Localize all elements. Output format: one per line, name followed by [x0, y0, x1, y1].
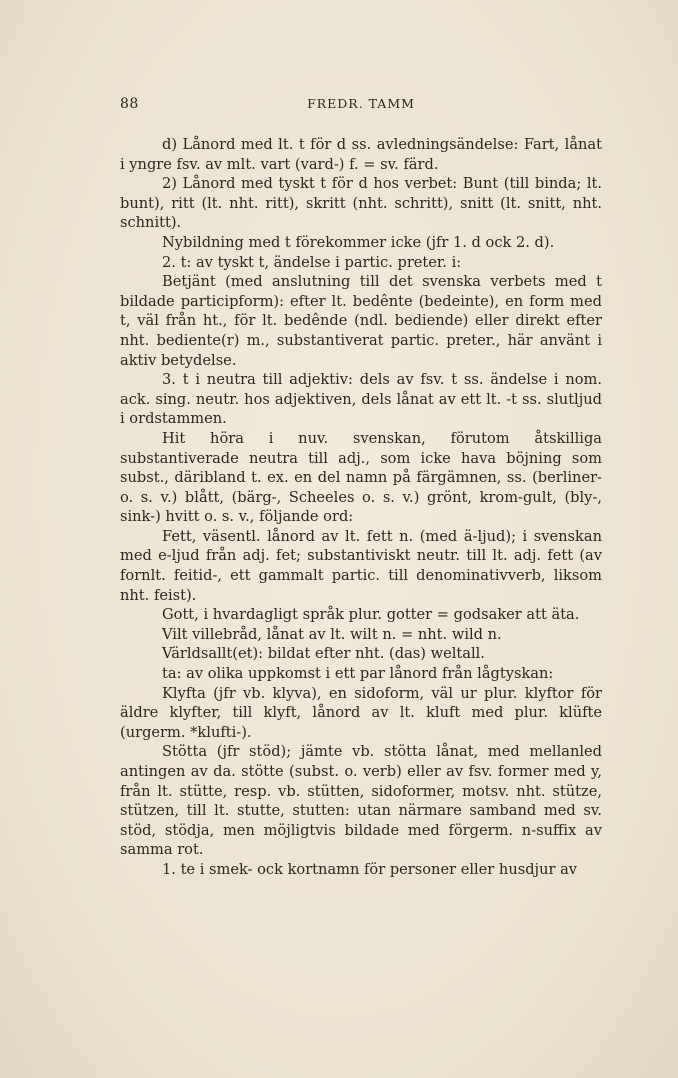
paragraph: 3. t i neutra till adjektiv: dels av fsv. t ss. ändelse i nom. ack. sing. neutr. hos adjektiven, dels lånat av ett lt. -t ss. slutljud i ordstammen. — [120, 371, 602, 428]
body-text — [120, 135, 602, 880]
paragraph: Klyfta (jfr vb. klyva), en sidoform, väl ur plur. klyftor för äldre klyfter, till klyft, lånord av lt. kluft med plur. klüfte (urgerm. *klufti-). — [120, 684, 602, 741]
paragraph: ta: av olika uppkomst i ett par lånord från lågtyskan: — [162, 665, 554, 683]
paragraph: Nybildning med t förekommer icke (jfr 1. d ock 2. d). — [162, 233, 555, 251]
paragraph: Gott, i hvardagligt språk plur. gotter = godsaker att äta. — [162, 606, 580, 624]
paragraph: Hit höra i nuv. svenskan, förutom åtskilliga substantiverade neutra till adj., som icke hava böjning som subst., däribland t. ex. en del namn på färgämnen, ss. (berliner- o. s. v.) blått, (bärg-, Scheeles o. s. v.) grönt, krom-gult, (bly-, sink-) hvitt o. s. v., följande ord: — [120, 429, 602, 526]
paragraph: 1. te i smek- ock kortnamn för personer eller husdjur av — [162, 860, 578, 878]
paragraph: Världsallt(et): bildat efter nht. (das) weltall. — [162, 645, 485, 663]
paragraph: Stötta (jfr stöd); jämte vb. stötta lånat, med mellanled antingen av da. stötte (subst. o. verb) eller av fsv. former med y, från lt. stütte, resp. vb. stütten, sidoformer, motsv. nht. stütze, stützen, till lt. stutte, stutten: utan närmare samband med sv. stöd, stödja, men möjligtvis bildade med förgerm. n-suffix av samma rot. — [120, 743, 602, 859]
paragraph: 2. t: av tyskt t, ändelse i partic. preter. i: — [162, 253, 462, 271]
paragraph: d) Lånord med lt. t för d ss. avledningsändelse: Fart, lånat i yngre fsv. av mlt. vart (vard-) f. = sv. färd. — [120, 136, 602, 173]
page-number: 88 — [120, 96, 139, 112]
paragraph: Fett, väsentl. lånord av lt. fett n. (med ä-ljud); i svenskan med e-ljud från adj. fet; substantiviskt neutr. till lt. adj. fett (av fornlt. feitid-, ett gammalt partic. till denominativverb, liksom nht. feist). — [120, 527, 602, 604]
paragraph: Betjänt (med anslutning till det svenska verbets med t bildade participform): efter lt. bedênte (bedeinte), en form med t, väl från ht., för lt. bedênde (ndl. bediende) eller direkt efter nht. bediente(r) m., substantiverat partic. preter., här använt i aktiv betydelse. — [120, 273, 602, 369]
paragraph: Vilt villebråd, lånat av lt. wilt n. = nht. wild n. — [162, 625, 502, 643]
paragraph: 2) Lånord med tyskt t för d hos verbet: Bunt (till binda; lt. bunt), ritt (lt. nht. ritt), skritt (nht. schritt), snitt (lt. snitt, nht. schnitt). — [120, 175, 602, 232]
running-title: FREDR. TAMM — [307, 96, 415, 111]
